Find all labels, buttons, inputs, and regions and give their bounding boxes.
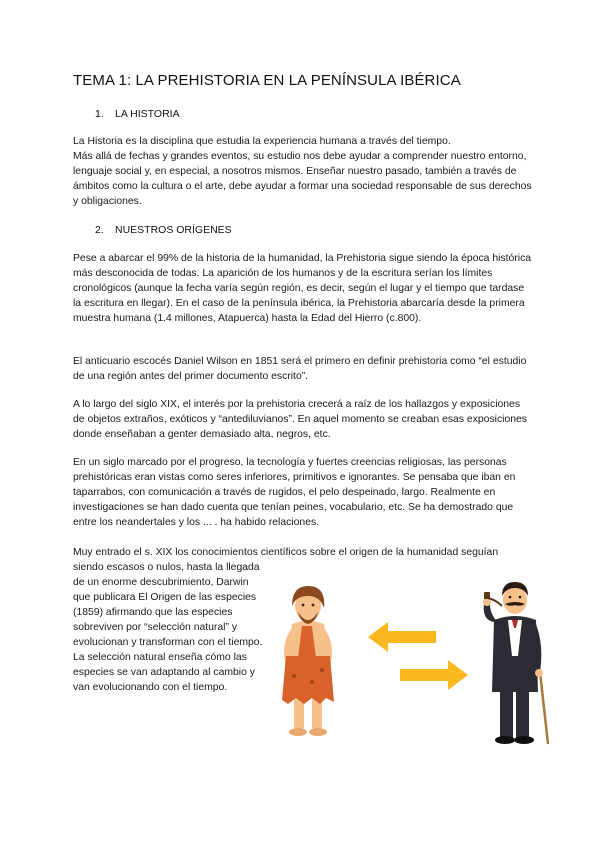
section-number: 1. [95, 108, 104, 120]
paragraph-historia [73, 134, 533, 209]
arrow-left-icon [366, 620, 436, 654]
arrow-right-icon [400, 658, 470, 692]
caveman-tunic [282, 656, 334, 704]
paragraph-origenes-5-wrapped: siendo escasos o nulos, hasta la llegada de un enorme descubrimiento, Darwin que publicara El Origen de las especies (1859) afirmando que las especies sobreviven por “selección natural” y evolucionan y transforman con el tiempo. La selección natural enseña cómo las especies se van adaptando al cambio y van evolucionando con el tiempo. [73, 562, 263, 693]
section-title: LA HISTORIA [115, 108, 180, 120]
section-title: NUESTROS ORÍGENES [115, 224, 232, 236]
paragraph-text: Más allá de fechas y grandes eventos, su estudio nos debe ayudar a comprender nuestro entorno, lenguaje social y, en especial, a nosotros mismos. Enseñar nuestro pasado, también a través de ámbitos como la cultura o el arte, debe ayudar a formar una sociedad responsable de sus derechos y obligaciones. [73, 151, 532, 207]
section-heading-historia [95, 108, 180, 120]
gentleman-illustration [478, 576, 558, 751]
paragraph-origenes-4: En un siglo marcado por el progreso, la tecnología y fuertes creencias religiosas, las personas prehistóricas eran vistas como seres inferiores, primitivos e ignorantes. Se pensaba que iban en taparrabos, con comunicación a través de rugidos, el pelo despeinado, largo. Realmente en investigaciones se han dado cuenta que tenían peines, vocabulario, etc. Se ha demostrado que entre los neandertales y los ... . ha habido relaciones. [73, 457, 516, 528]
caveman-foot-right [309, 728, 327, 736]
section-heading-origenes [95, 224, 232, 236]
section-number: 2. [95, 224, 104, 236]
caveman-foot-left [289, 728, 307, 736]
caveman-illustration [272, 584, 344, 739]
gentleman-leg-left [500, 686, 513, 738]
gentleman-shoe-left [495, 736, 515, 744]
paragraph-origenes-3: A lo largo del siglo XIX, el interés por la prehistoria crecerá a raíz de los hallazgos y exposiciones de objetos extraños, exóticos y “antediluvianos”. En aquel momento se creaban esas exposiciones donde enseñaban a genter demasiado alta, negros, etc. [73, 399, 527, 440]
paragraph-line: La Historia es la disciplina que estudia la experiencia humana a través del tiempo. [73, 136, 451, 147]
gentleman-shoe-right [514, 736, 534, 744]
page-title: TEMA 1: LA PREHISTORIA EN LA PENÍNSULA IBÉRICA [73, 72, 461, 89]
gentleman-leg-right [516, 686, 529, 738]
paragraph-origenes-2: El anticuario escocés Daniel Wilson en 1851 será el primero en definir prehistoria como “el estudio de una región antes del primer documento escrito”. [73, 356, 527, 382]
paragraph-origenes-1: Pese a abarcar el 99% de la historia de la humanidad, la Prehistoria sigue siendo la época histórica más desconocida de todas. La aparición de los humanos y de la escritura serían los límites cronológicos (aunque la fecha varía según región, es decir, según el lugar y el tiempo que tardase la escritura en llegar). En el caso de la península ibérica, la Prehistoria abarcaría desde la primera muestra humana (1.4 millones, Atapuerca) hasta la Edad del Hierro (c.800). [73, 253, 532, 324]
gentleman-cane [540, 672, 548, 744]
paragraph-origenes-5-line: Muy entrado el s. XIX los conocimientos científicos sobre el origen de la humanidad seguían [73, 547, 499, 558]
